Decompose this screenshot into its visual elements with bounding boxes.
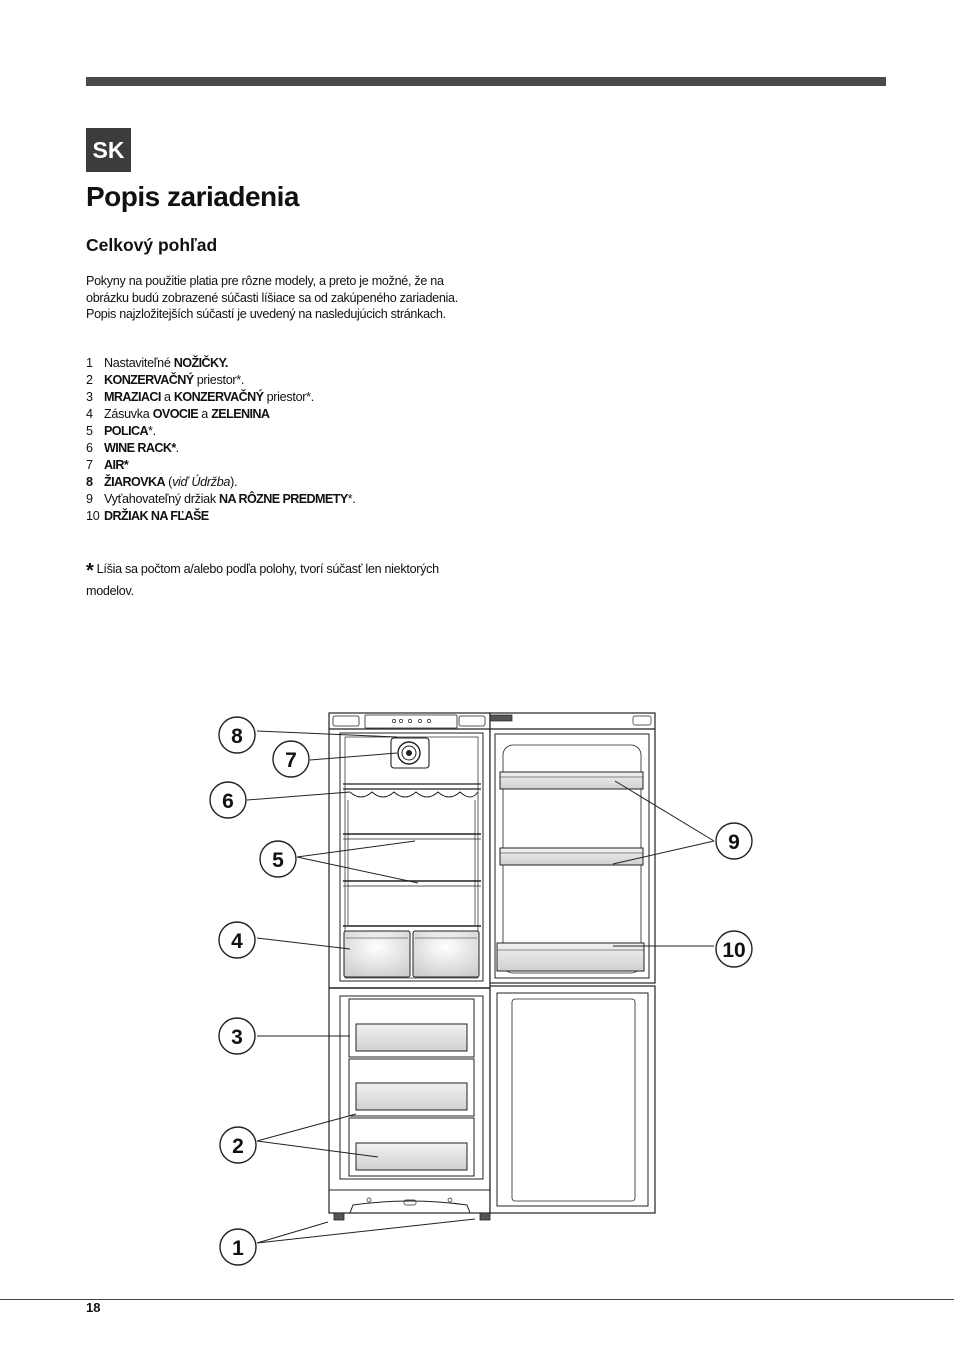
callout-9 xyxy=(716,823,752,859)
section-heading: Celkový pohľad xyxy=(86,235,218,255)
callout-4 xyxy=(219,922,255,958)
svg-text:10: 10 xyxy=(722,939,746,962)
page-title: Popis zariadenia xyxy=(86,181,299,212)
callout-7 xyxy=(273,741,309,777)
parts-list-item: 1 Nastaviteľné NOŽIČKY. xyxy=(86,356,228,370)
parts-list-item: 3 MRAZIACI a KONZERVAČNÝ priestor*. xyxy=(86,390,314,404)
bottom-rule xyxy=(0,1299,954,1300)
footnote: * Líšia sa počtom a/alebo podľa polohy, tvorí súčasť len niektorých modelov. xyxy=(86,560,439,598)
parts-list-item: 8 ŽIAROVKA (viď Údržba). xyxy=(86,475,238,489)
svg-text:3: 3 xyxy=(231,1026,243,1049)
svg-text:8: 8 xyxy=(231,725,243,748)
parts-list-item: 4 Zásuvka OVOCIE a ZELENINA xyxy=(86,407,270,421)
intro-paragraph: Pokyny na použitie platia pre rôzne modely, a preto je možné, že na obrázku budú zobrazené súčasti líšiace sa od zakúpeného zariadenia. Popis najzložitejších súčastí je uvedený na nasledujúcich stránkach. xyxy=(86,274,458,321)
svg-text:7: 7 xyxy=(285,749,297,772)
parts-list-item: 9 Vyťahovateľný držiak NA RÔZNE PREDMETY*. xyxy=(86,492,356,506)
parts-list-item: 5 POLICA*. xyxy=(86,424,156,438)
svg-text:9: 9 xyxy=(728,831,740,854)
callout-6 xyxy=(210,782,246,818)
freezer-drawers xyxy=(349,999,474,1176)
page-number: 18 xyxy=(86,1300,101,1315)
parts-list-item: 10 DRŽIAK NA FĽAŠE xyxy=(86,509,209,523)
svg-text:1: 1 xyxy=(232,1237,244,1260)
parts-list-item: 7 AIR* xyxy=(86,458,129,472)
callout-1 xyxy=(220,1229,256,1265)
parts-list-item: 6 WINE RACK*. xyxy=(86,441,179,455)
parts-list-item: 2 KONZERVAČNÝ priestor*. xyxy=(86,373,245,387)
svg-text:2: 2 xyxy=(232,1135,244,1158)
svg-text:5: 5 xyxy=(272,849,284,872)
callout-5 xyxy=(260,841,296,877)
callout-8 xyxy=(219,717,255,753)
fridge-door xyxy=(490,713,655,983)
callout-2 xyxy=(220,1127,256,1163)
callout-10 xyxy=(716,931,752,967)
adjustable-feet xyxy=(334,1213,490,1220)
svg-text:6: 6 xyxy=(222,790,234,813)
language-badge: SK xyxy=(86,128,131,172)
freezer-door xyxy=(490,986,655,1213)
svg-text:4: 4 xyxy=(231,930,243,953)
callout-3 xyxy=(219,1018,255,1054)
